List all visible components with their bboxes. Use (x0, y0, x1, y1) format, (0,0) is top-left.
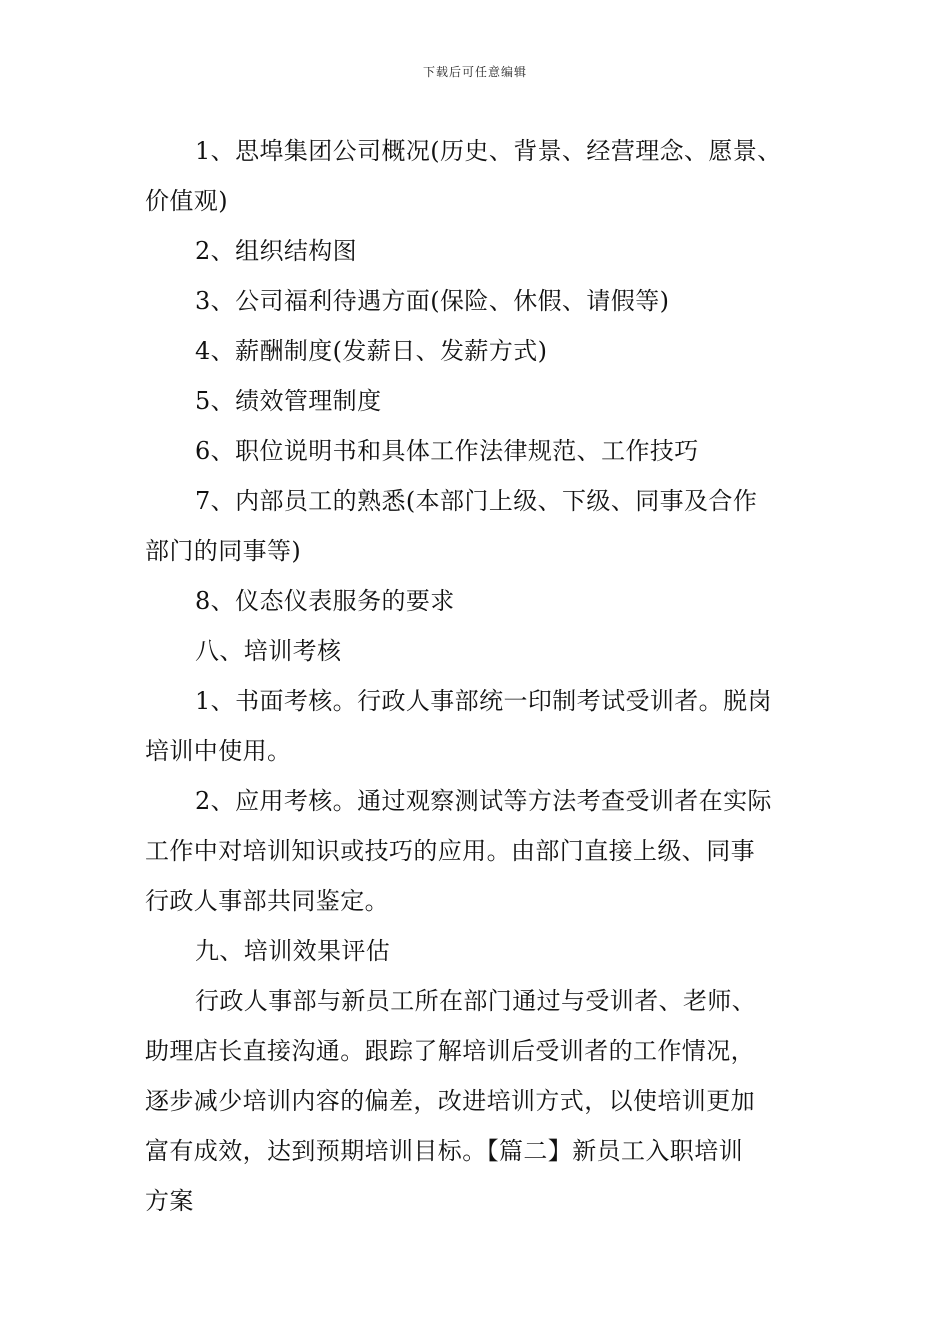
page-header: 下载后可任意编辑 (422, 65, 527, 79)
section-heading: 九、培训效果评估 (195, 937, 391, 965)
text-line: 培训中使用。 (145, 737, 292, 765)
section-heading: 八、培训考核 (195, 637, 342, 665)
document-body (145, 126, 807, 1226)
text-line: 1、思埠集团公司概况(历史、背景、经营理念、愿景、 (195, 137, 782, 165)
text-line: 2、应用考核。通过观察测试等方法考查受训者在实际 (195, 787, 772, 815)
text-line: 方案 (145, 1187, 194, 1215)
text-line: 部门的同事等) (145, 537, 302, 565)
text-line: 1、书面考核。行政人事部统一印制考试受训者。脱岗 (195, 687, 772, 715)
text-line: 6、职位说明书和具体工作法律规范、工作技巧 (195, 437, 699, 465)
text-line: 工作中对培训知识或技巧的应用。由部门直接上级、同事 (145, 837, 755, 865)
text-line: 助理店长直接沟通。跟踪了解培训后受训者的工作情况， (145, 1037, 755, 1065)
text-line: 4、薪酬制度(发薪日、发薪方式) (195, 337, 548, 365)
text-line: 8、仪态仪表服务的要求 (195, 587, 455, 615)
text-line: 行政人事部共同鉴定。 (145, 887, 389, 915)
text-line: 5、绩效管理制度 (195, 387, 382, 415)
text-line: 2、组织结构图 (195, 237, 358, 265)
text-line: 3、公司福利待遇方面(保险、休假、请假等) (195, 287, 670, 315)
text-line: 7、内部员工的熟悉(本部门上级、下级、同事及合作 (195, 487, 758, 515)
text-line: 价值观) (145, 187, 228, 215)
text-line: 行政人事部与新员工所在部门通过与受训者、老师、 (195, 987, 757, 1015)
text-line: 逐步减少培训内容的偏差，改进培训方式，以使培训更加 (145, 1087, 755, 1115)
text-line: 富有成效，达到预期培训目标。【篇二】新员工入职培训 (145, 1137, 743, 1165)
